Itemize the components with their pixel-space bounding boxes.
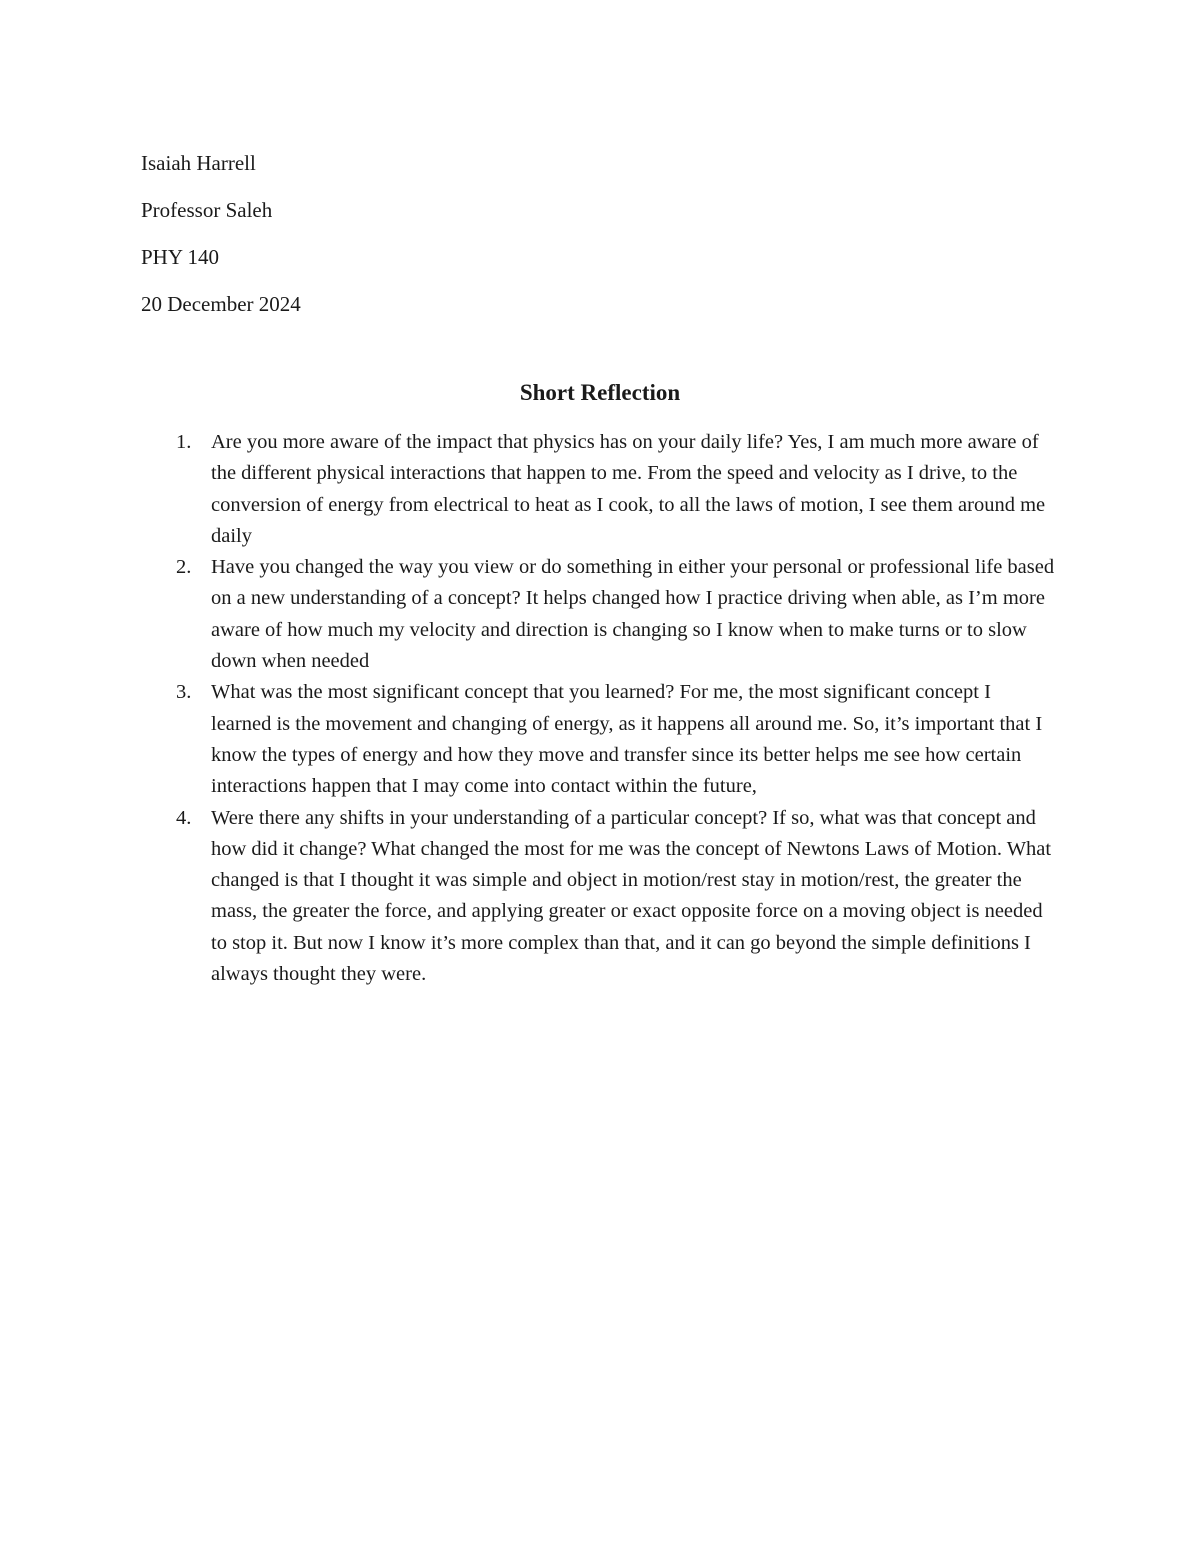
professor-name: Professor Saleh <box>141 198 273 222</box>
list-item-text: What was the most significant concept that you learned? For me, the most significant concept I learned is the movement and changing of energy, as it happens all around me. So, it’s important that I know the types of energy and how they move and transfer since its better helps me see how certain interactions happen that I may come into contact within the future, <box>211 681 1043 798</box>
list-item-number: 3. <box>176 681 192 704</box>
list-item-text: Have you changed the way you view or do something in either your personal or professional life based on a new understanding of a concept? It helps changed how I practice driving when able, as I’m more aware of how much my velocity and direction is changing so I know when to make turns or to slow down when needed <box>211 556 1055 673</box>
document-date: 20 December 2024 <box>141 292 301 316</box>
student-name: Isaiah Harrell <box>141 151 256 175</box>
list-item <box>141 552 1056 677</box>
list-item-text: Were there any shifts in your understanding of a particular concept? If so, what was that concept and how did it change? What changed the most for me was the concept of Newtons Laws of Motion. What changed is that I thought it was simple and object in motion/rest stay in motion/rest, the greater the mass, the greater the force, and applying greater or exact opposite force on a moving object is needed to stop it. But now I know it’s more complex than that, and it can go beyond the simple definitions I always thought they were. <box>211 806 1052 986</box>
reflection-list <box>141 427 1056 990</box>
list-item-number: 4. <box>176 806 192 829</box>
list-item-text: Are you more aware of the impact that physics has on your daily life? Yes, I am much more aware of the different physical interactions that happen to me. From the speed and velocity as I drive, to the conversion of energy from electrical to heat as I cook, to all the laws of motion, I see them around me daily <box>211 431 1046 547</box>
list-item-number: 2. <box>176 556 192 579</box>
list-item <box>141 677 1056 802</box>
document-title: Short Reflection <box>519 380 681 405</box>
document-header <box>141 140 301 328</box>
list-item <box>141 803 1056 991</box>
list-item <box>141 427 1056 552</box>
list-item-number: 1. <box>176 431 192 453</box>
course-code: PHY 140 <box>141 245 219 269</box>
